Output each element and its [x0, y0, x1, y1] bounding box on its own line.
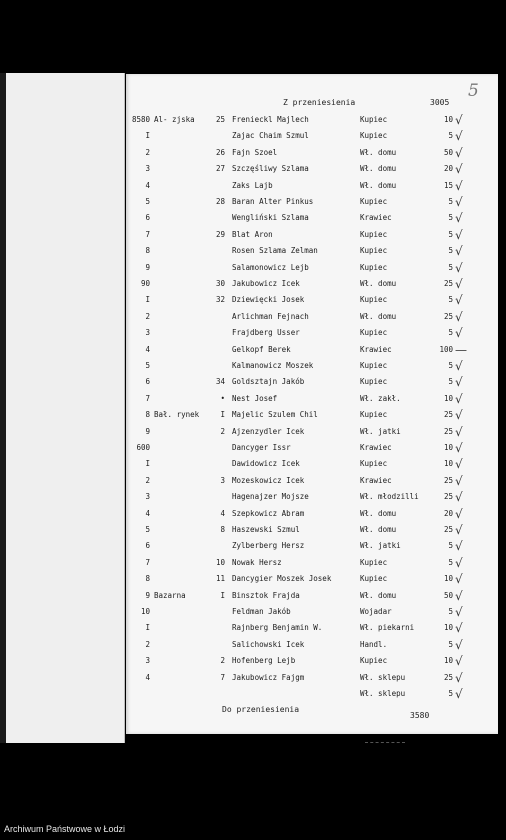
- row-occupation: Wł. domu: [360, 508, 397, 518]
- row-amount: 5: [448, 295, 453, 305]
- row-house-number: 25: [215, 115, 225, 124]
- row-check-mark: —: [455, 342, 467, 357]
- row-occupation: Kupiec: [360, 574, 388, 584]
- row-number: 7: [145, 393, 150, 403]
- row-house-number: I: [220, 590, 225, 600]
- row-number: 90: [140, 279, 150, 288]
- row-amount: 25: [443, 672, 453, 682]
- row-name: Wengliński Szlama: [232, 213, 309, 223]
- row-name: Arlichman Fejnach: [232, 311, 309, 321]
- row-amount: 50: [443, 147, 453, 157]
- row-amount: 5: [448, 328, 453, 338]
- row-house-number: 4: [220, 508, 225, 518]
- row-occupation: Wł. domu: [360, 164, 397, 174]
- table-row: [0, 195, 506, 209]
- table-row: [0, 261, 506, 275]
- row-number: 9: [145, 262, 150, 272]
- row-name: Szepkowicz Abram: [232, 508, 305, 518]
- table-row: [0, 490, 506, 504]
- row-check-mark: √: [455, 375, 463, 390]
- row-check-mark: √: [455, 506, 463, 521]
- row-number: 2: [145, 147, 150, 157]
- table-row: [0, 392, 506, 406]
- row-number: I: [145, 459, 150, 469]
- row-number: 4: [145, 508, 150, 518]
- row-house-number: 32: [215, 295, 225, 305]
- row-check-mark: √: [455, 572, 463, 587]
- table-row: [0, 589, 506, 603]
- row-amount: 10: [443, 443, 453, 452]
- row-amount: 25: [443, 475, 453, 485]
- row-name: Frenieckl Majlech: [232, 115, 309, 124]
- row-occupation: Wł. sklepu: [360, 672, 406, 682]
- row-number: 6: [145, 213, 150, 223]
- row-house-number: 26: [215, 147, 225, 157]
- row-name: Ajzenzydler Icek: [232, 426, 305, 436]
- row-name: Frajdberg Usser: [232, 328, 300, 338]
- row-number: 6: [145, 541, 150, 551]
- row-name: Hagenajzer Mojsze: [232, 492, 309, 502]
- row-name: Feldman Jakób: [232, 607, 291, 616]
- row-amount: 5: [448, 361, 453, 370]
- table-row: [0, 457, 506, 471]
- row-house-number: 2: [220, 656, 225, 666]
- row-number: 10: [140, 607, 150, 616]
- row-occupation: Wł. młodzilli: [360, 492, 419, 502]
- row-occupation: Kupiec: [360, 246, 388, 256]
- row-occupation: Kupiec: [360, 557, 388, 567]
- row-check-mark: √: [455, 195, 463, 209]
- row-check-mark: √: [455, 539, 463, 554]
- row-amount: 10: [443, 656, 453, 666]
- table-row: [0, 343, 506, 357]
- row-amount: 5: [448, 689, 453, 698]
- row-occupation: Kupiec: [360, 262, 388, 272]
- row-check-mark: √: [455, 457, 463, 472]
- row-name: Dawidowicz Icek: [232, 459, 300, 469]
- row-number: 7: [145, 229, 150, 239]
- row-amount: 25: [443, 492, 453, 502]
- row-check-mark: √: [455, 605, 463, 619]
- row-name: Rajnberg Benjamin W.: [232, 623, 323, 633]
- row-name: Fajn Szoel: [232, 147, 278, 157]
- row-number: 3: [145, 656, 150, 666]
- row-check-mark: √: [455, 227, 463, 242]
- row-name: Salichowski Icek: [232, 639, 305, 649]
- row-name: Rosen Szlama Zelman: [232, 246, 318, 256]
- row-amount: 5: [448, 131, 453, 141]
- row-amount: 25: [443, 525, 453, 534]
- row-check-mark: √: [455, 654, 463, 669]
- row-name: Haszewski Szmul: [232, 525, 300, 534]
- row-occupation: Wł. jatki: [360, 541, 401, 551]
- row-number: I: [145, 623, 150, 633]
- row-amount: 20: [443, 164, 453, 174]
- row-amount: 100: [439, 344, 453, 354]
- row-occupation: Kupiec: [360, 459, 388, 469]
- table-row: [0, 523, 506, 537]
- row-number: I: [145, 295, 150, 305]
- row-name: Mozeskowicz Icek: [232, 475, 305, 485]
- row-amount: 5: [448, 377, 453, 387]
- row-check-mark: √: [455, 490, 463, 505]
- row-check-mark: √: [455, 129, 463, 144]
- row-occupation: Krawiec: [360, 475, 392, 485]
- row-check-mark: √: [455, 555, 463, 570]
- row-occupation: Kupiec: [360, 410, 388, 420]
- row-check-mark: √: [455, 621, 463, 636]
- row-check-mark: √: [455, 523, 463, 537]
- table-row: [0, 408, 506, 422]
- row-name: Jakubowicz Fajgm: [232, 672, 305, 682]
- row-number: 3: [145, 492, 150, 502]
- table-row: [0, 211, 506, 225]
- row-name: Salamonowicz Lejb: [232, 262, 309, 272]
- row-occupation: Kupiec: [360, 115, 388, 124]
- row-occupation: Wł. domu: [360, 147, 397, 157]
- row-house-number: 8: [220, 525, 225, 534]
- row-number: 4: [145, 672, 150, 682]
- row-occupation: Kupiec: [360, 377, 388, 387]
- row-occupation: Kupiec: [360, 295, 388, 305]
- row-amount: 25: [443, 410, 453, 420]
- row-number: 9: [145, 590, 150, 600]
- row-number: 8: [145, 246, 150, 256]
- row-occupation: Kupiec: [360, 229, 388, 239]
- table-row: [0, 474, 506, 488]
- row-street: Bazarna: [154, 590, 186, 600]
- carry-over-total: 3580: [410, 711, 430, 720]
- row-name: Baran Alter Pinkus: [232, 197, 314, 206]
- row-amount: 5: [448, 639, 453, 649]
- row-name: Zaks Lajb: [232, 180, 273, 190]
- row-number: 3: [145, 164, 150, 174]
- row-occupation: Wł. zakł.: [360, 393, 401, 403]
- row-amount: 5: [448, 262, 453, 272]
- table-row: [0, 310, 506, 324]
- row-number: I: [145, 131, 150, 141]
- row-name: Nest Josef: [232, 393, 278, 403]
- row-amount: 15: [443, 180, 453, 190]
- row-occupation: Wł. domu: [360, 590, 397, 600]
- row-name: Dancyger Issr: [232, 443, 291, 452]
- row-occupation: Krawiec: [360, 213, 392, 223]
- row-number: 6: [145, 377, 150, 387]
- row-number: 4: [145, 180, 150, 190]
- row-check-mark: √: [455, 326, 463, 341]
- row-amount: 5: [448, 557, 453, 567]
- table-row: [0, 162, 506, 176]
- row-number: 2: [145, 475, 150, 485]
- row-check-mark: √: [455, 473, 463, 488]
- row-amount: 10: [443, 623, 453, 633]
- row-street: Al- zjska: [154, 115, 195, 124]
- row-amount: 10: [443, 115, 453, 124]
- row-check-mark: √: [455, 277, 463, 291]
- row-name: Blat Aron: [232, 229, 273, 239]
- row-house-number: 3: [220, 475, 225, 485]
- carried-forward-label: Z przeniesienia: [283, 98, 356, 107]
- table-row: [0, 621, 506, 635]
- row-name: Nowak Hersz: [232, 557, 282, 567]
- row-check-mark: √: [455, 391, 463, 406]
- row-amount: 5: [448, 213, 453, 223]
- row-number: 8: [145, 410, 150, 420]
- row-name: Majelic Szulem Chil: [232, 410, 318, 420]
- row-name: Gelkopf Berek: [232, 344, 291, 354]
- row-amount: 20: [443, 508, 453, 518]
- row-name: Jakubowicz Icek: [232, 279, 300, 288]
- row-amount: 50: [443, 590, 453, 600]
- row-check-mark: √: [455, 309, 463, 324]
- row-occupation: Kupiec: [360, 361, 388, 370]
- row-check-mark: √: [455, 687, 463, 701]
- row-occupation: Wł. domu: [360, 180, 397, 190]
- table-row: [0, 556, 506, 570]
- row-check-mark: √: [455, 244, 463, 259]
- row-amount: 5: [448, 229, 453, 239]
- row-number: 600: [136, 443, 150, 452]
- table-row: [0, 326, 506, 340]
- archive-watermark: Archiwum Państwowe w Łodzi: [4, 824, 126, 834]
- row-number: 9: [145, 426, 150, 436]
- row-check-mark: √: [455, 260, 463, 275]
- row-number: 5: [145, 361, 150, 370]
- table-row: [0, 277, 506, 291]
- row-number: 4: [145, 344, 150, 354]
- row-check-mark: √: [455, 670, 463, 685]
- row-number: 3: [145, 328, 150, 338]
- table-row: [0, 146, 506, 160]
- row-check-mark: √: [455, 113, 463, 127]
- table-row: [0, 244, 506, 258]
- row-number: 5: [145, 525, 150, 534]
- table-row: [0, 425, 506, 439]
- row-number: 2: [145, 639, 150, 649]
- row-house-number: 34: [215, 377, 225, 387]
- row-amount: 10: [443, 574, 453, 584]
- table-row: [0, 375, 506, 389]
- row-occupation: Wł. domu: [360, 279, 397, 288]
- table-row: [0, 605, 506, 619]
- table-row: [0, 572, 506, 586]
- row-check-mark: √: [455, 637, 463, 652]
- row-amount: 5: [448, 246, 453, 256]
- row-occupation: Kupiec: [360, 131, 388, 141]
- table-row: [0, 129, 506, 143]
- table-row: [0, 687, 506, 701]
- row-house-number: 27: [215, 164, 225, 174]
- row-number: 2: [145, 311, 150, 321]
- table-row: [0, 293, 506, 307]
- row-amount: 5: [448, 197, 453, 206]
- row-house-number: 29: [215, 229, 225, 239]
- row-occupation: Wł. piekarni: [360, 623, 415, 633]
- row-name: Kalmanowicz Moszek: [232, 361, 314, 370]
- row-house-number: •: [220, 393, 225, 403]
- row-check-mark: √: [455, 211, 463, 226]
- row-street: Bał. rynek: [154, 410, 200, 420]
- row-number: 7: [145, 557, 150, 567]
- carry-over-label: Do przeniesienia: [222, 705, 300, 714]
- table-row: [0, 113, 506, 127]
- row-name: Binsztok Frajda: [232, 590, 300, 600]
- row-amount: 25: [443, 311, 453, 321]
- sum-line: [365, 742, 405, 743]
- row-occupation: Handl.: [360, 639, 388, 649]
- table-row: [0, 671, 506, 685]
- row-house-number: 28: [215, 197, 225, 206]
- row-amount: 10: [443, 393, 453, 403]
- row-name: Zylberberg Hersz: [232, 541, 305, 551]
- row-check-mark: √: [455, 441, 463, 455]
- table-row: [0, 507, 506, 521]
- row-house-number: 30: [215, 279, 225, 288]
- row-amount: 10: [443, 459, 453, 469]
- row-name: Hofenberg Lejb: [232, 656, 296, 666]
- table-row: [0, 654, 506, 668]
- row-name: Szczęśliwy Szlama: [232, 164, 309, 174]
- row-check-mark: √: [455, 293, 463, 308]
- row-occupation: Kupiec: [360, 197, 388, 206]
- row-occupation: Kupiec: [360, 328, 388, 338]
- row-house-number: 7: [220, 672, 225, 682]
- row-name: Dancygier Moszek Josek: [232, 574, 332, 584]
- row-check-mark: √: [455, 178, 463, 193]
- carried-forward-total: 3005: [430, 98, 450, 107]
- row-occupation: Krawiec: [360, 443, 392, 452]
- page-number-mark: 5: [468, 81, 479, 101]
- row-house-number: 11: [215, 574, 225, 584]
- row-check-mark: √: [455, 408, 463, 423]
- table-row: [0, 441, 506, 455]
- row-occupation: Wojadar: [360, 607, 392, 616]
- row-check-mark: √: [455, 424, 463, 439]
- row-check-mark: √: [455, 162, 463, 177]
- row-occupation: Wł. domu: [360, 525, 397, 534]
- row-name: Zajac Chaim Szmul: [232, 131, 309, 141]
- row-name: Goldsztajn Jakób: [232, 377, 305, 387]
- table-row: [0, 359, 506, 373]
- row-occupation: Wł. domu: [360, 311, 397, 321]
- row-occupation: Kupiec: [360, 656, 388, 666]
- row-occupation: Krawiec: [360, 344, 392, 354]
- row-name: Dziewięcki Josek: [232, 295, 305, 305]
- table-row: [0, 539, 506, 553]
- row-check-mark: √: [455, 588, 463, 603]
- row-house-number: 2: [220, 426, 225, 436]
- row-amount: 25: [443, 279, 453, 288]
- row-amount: 5: [448, 541, 453, 551]
- row-number: 5: [145, 197, 150, 206]
- row-amount: 5: [448, 607, 453, 616]
- row-house-number: I: [220, 410, 225, 420]
- row-check-mark: √: [455, 359, 463, 373]
- row-occupation: Wł. sklepu: [360, 689, 406, 698]
- row-amount: 25: [443, 426, 453, 436]
- row-occupation: Wł. jatki: [360, 426, 401, 436]
- table-row: [0, 638, 506, 652]
- table-row: [0, 228, 506, 242]
- row-check-mark: √: [455, 145, 463, 160]
- row-house-number: 10: [215, 557, 225, 567]
- row-number: 8: [145, 574, 150, 584]
- row-number: 8580: [131, 115, 150, 124]
- table-row: [0, 179, 506, 193]
